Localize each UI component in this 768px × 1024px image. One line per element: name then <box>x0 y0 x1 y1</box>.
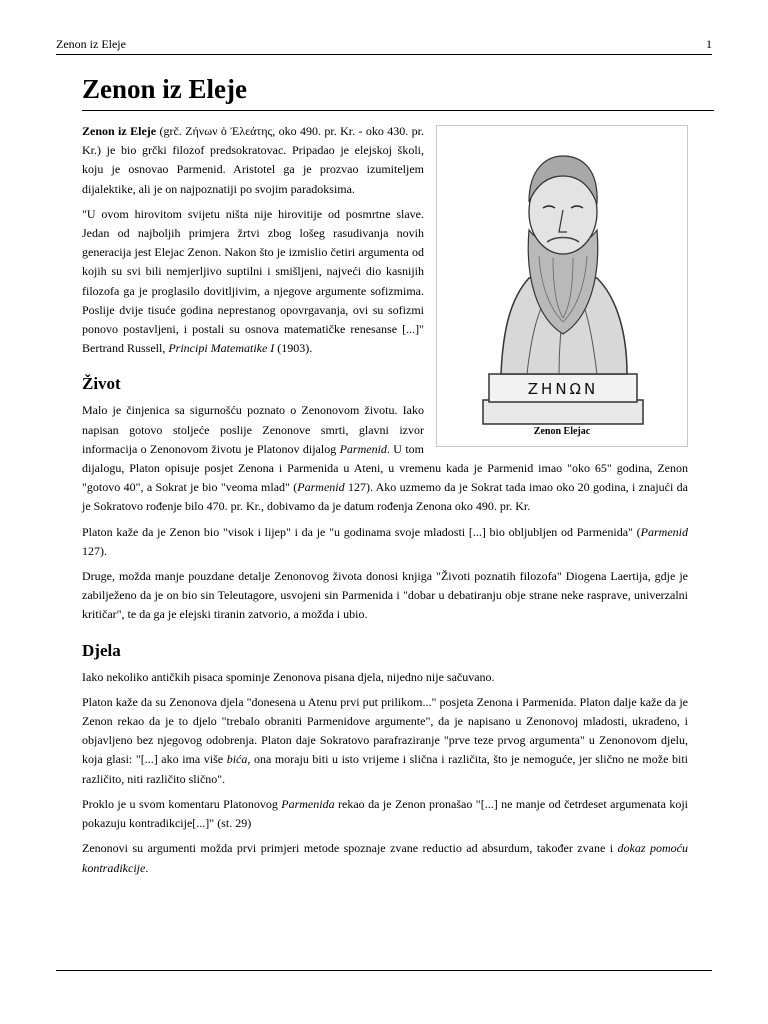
footer-divider <box>56 970 712 971</box>
zivot-paragraph: Platon kaže da je Zenon bio "visok i lijep" i da je "u godinama svoje mladosti [...] bio obljubljen od Parmenida" (Parmenid 127). <box>82 524 688 558</box>
russell-quote-paragraph: "U ovom hirovitom svijetu ništa nije hirovitije od posmrtne slave. Jedan od najboljih primjera žrtvi zbog lošeg rasudivanja novih generacija jest Elejac Zenon. Nakon što je izmislio četiri argumenta od kojih su svi bili nemjerljivo suptilni i smišljeni, najveći dio kasnijih filozofa ga je proglasilo dovitljivim, a njegove argumente sofizmima. Poslije dvije tisuće godina neprestanog opovrgavanja, ovi su sofizmi ponovo postavljeni, i postali su osnova matematičke renesanse [...]" Bertrand Russell, Principi Matematike I (1903). <box>82 206 424 356</box>
running-header <box>56 37 712 53</box>
zivot-paragraph: Druge, možda manje pouzdane detalje Zenonovog života donosi knjiga "Životi poznatih filozofa" Diogena Laertija, gdje je zabilježeno da je on bio sin Teleutagore, usvojeni sin Parmenida i "dobar u debatiranju obje strane neke rasprave, univerzalni kritičar", te da ga je elejski tiranin zatvorio, a možda i ubio. <box>82 569 688 622</box>
book-title: Principi Matematike I <box>168 341 275 356</box>
bust-inscription: ΖΗΝΩΝ <box>527 380 599 398</box>
zivot-paragraph: Malo je činjenica sa sigurnošću poznato o Zenonovom životu. Iako napisan gotovo stoljeće poslije Zenonove smrti, glavni izvor informacija o Zenonovom životu je Platonov dijalog Parmenid. U tom dijalogu, Platon opisuje posjet Zenona i Parmenida u Ateni, u vremenu kada je Parmenid imao "oko 65" godina, Zenon "gotovo 40", a Sokrat je bio "veoma mlad" (Parmenid 127). Ako uzmemo da je Sokrat tada imao oko 20 godina, i znajući da je Sokratovo rođenje bilo 470. pr. Kr., dobivamo da je datum rođenja Zenona oko 490. pr. Kr. <box>82 403 688 514</box>
header-divider <box>56 54 712 55</box>
djela-paragraph: Zenonovi su argumenti možda prvi primjeri metode spoznaje zvane reductio ad absurdum, također zvane i dokaz pomoću kontradikcije. <box>82 841 688 875</box>
section-heading-zivot: Život <box>82 374 121 394</box>
djela-paragraph: Platon kaže da su Zenonova djela "donesena u Atenu prvi put prilikom..." posjeta Zenona i Parmenida. Platon dalje kaže da je Zenon rekao da je to djelo "trebalo obraniti Parmenidove argumente", da je napisano u Zenonovoj mladosti, ukradeno, i objavljeno bez njegovog odobrenja. Platon daje Sokratovo parafraziranje "prve teze prvog argumenta" u Zenonovom djelu, koja glasi: "[...] ako ima više bića, ona moraju biti u isto vrijeme i slična i različita, što je nemoguće, jer slično ne može biti različito, niti različito slično". <box>82 694 689 786</box>
page-title: Zenon iz Eleje <box>82 74 247 104</box>
subject-name: Zenon iz Eleje <box>82 124 157 138</box>
section-heading-djela: Djela <box>82 640 121 660</box>
djela-paragraph: Proklo je u svom komentaru Platonovog Parmenida rekao da je Zenon pronašao "[...] ne manje od četrdeset argumenata koji pokazuju kontradikcije[...]" (st. 29) <box>82 796 688 831</box>
portrait-figure[interactable] <box>436 125 688 447</box>
page-number: 1 <box>706 37 712 51</box>
djela-paragraph: Iako nekoliko antičkih pisaca spominje Zenonova pisana djela, nijedno nije sačuvano. <box>82 669 495 684</box>
figure-caption: Zenon Elejac <box>533 426 591 437</box>
running-header-title: Zenon iz Eleje <box>56 37 126 51</box>
article-body <box>82 122 688 884</box>
intro-paragraph: Zenon iz Eleje (grč. Ζήνων ὁ Ἐλεάτης, oko 490. pr. Kr. - oko 430. pr. Kr.) je bio grčki filozof predsokratovac. Pripadao je elejskoj školi, koju je osnovao Parmenid. Aristotel ga je prozvao izumiteljem dijalektike, ali je on najpoznatiji po svojim paradoksima. <box>82 124 424 196</box>
title-divider <box>82 110 714 111</box>
zenon-bust-image <box>467 138 659 426</box>
